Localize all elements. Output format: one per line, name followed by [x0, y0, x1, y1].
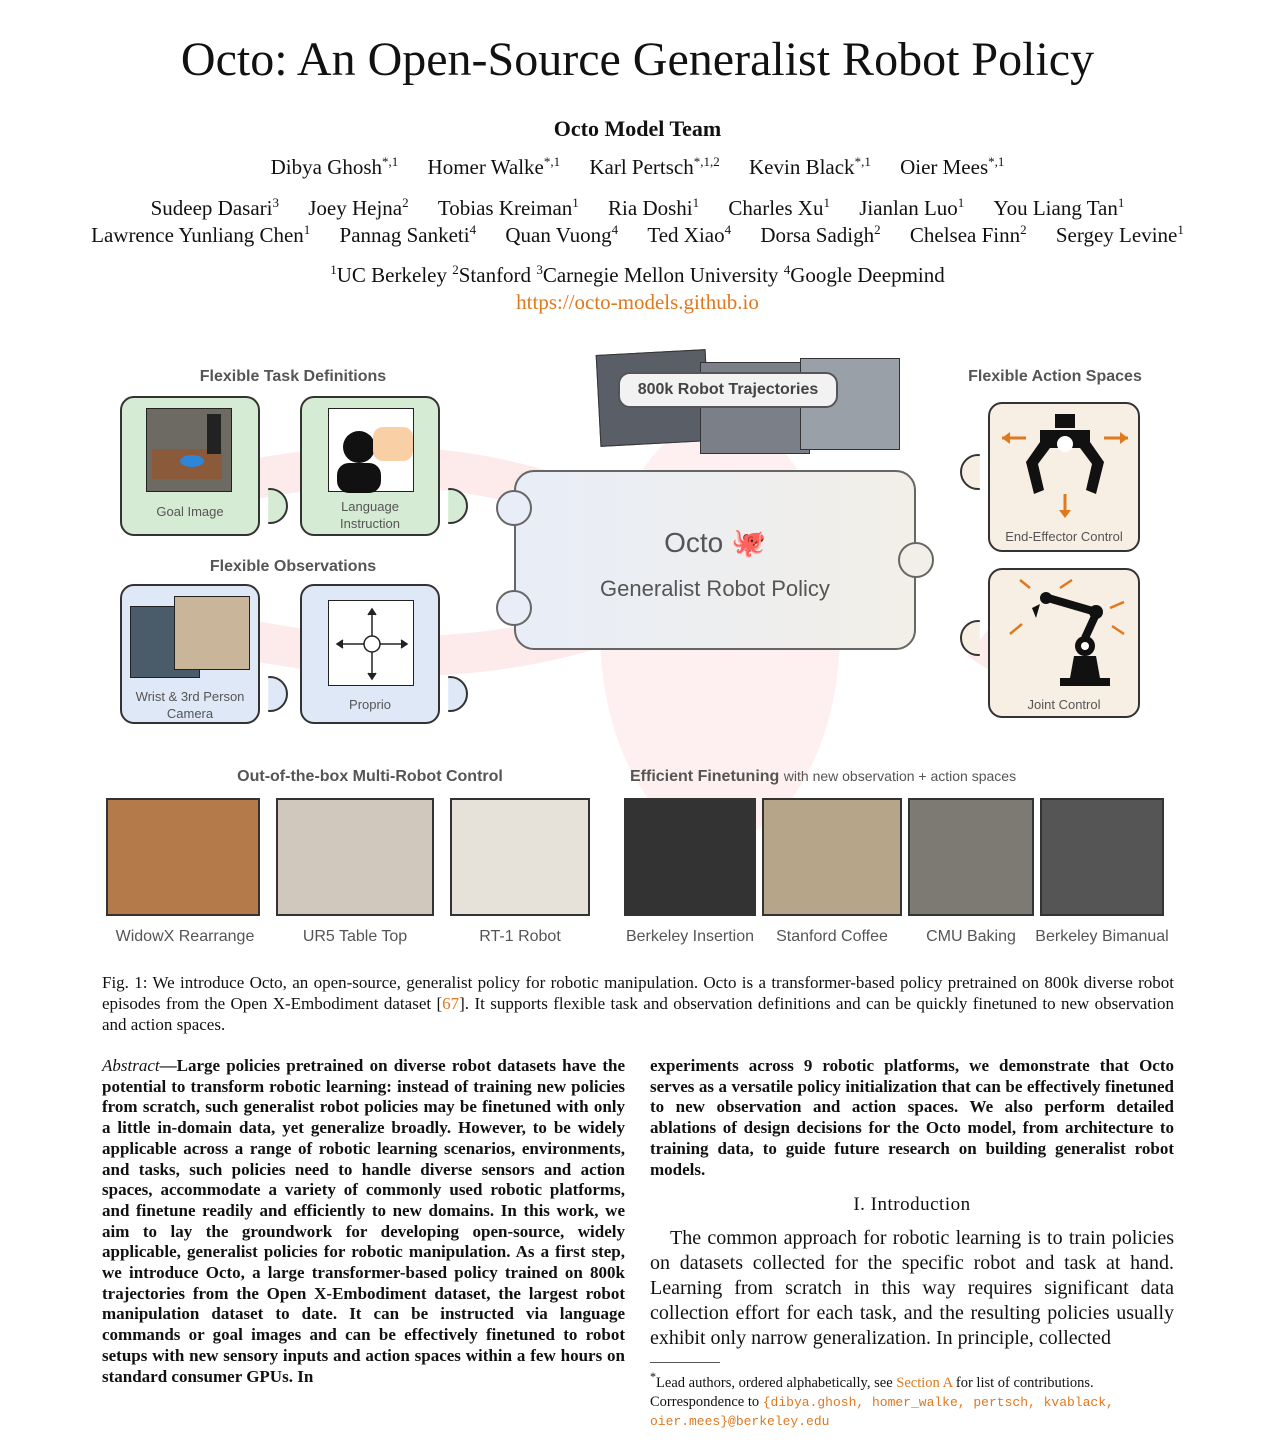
person-speaking-icon — [328, 408, 414, 492]
berkeley-insertion-photo — [624, 798, 756, 916]
author: Charles Xu$^1$ — [728, 195, 830, 220]
author: Homer Walke$^{*,1}$ — [427, 154, 561, 179]
puzzle-notch — [496, 490, 532, 526]
photo-caption: Berkeley Bimanual — [1035, 928, 1169, 945]
author-row-1 — [0, 154, 1275, 180]
octopus-icon: 🐙 — [731, 527, 766, 558]
observations-label: Flexible Observations — [209, 558, 377, 575]
photo-caption: UR5 Table Top — [302, 928, 408, 945]
project-url-link[interactable]: https://octo-models.github.io — [516, 290, 759, 314]
abstract-right: experiments across 9 robotic platforms, we demonstrate that Octo serves as a versatile policy initialization that can be effectively finetuned to new observation and action spaces. We also perform detailed ablations of design decisions for the Octo model, from architecture to training data, to guide future research on building generalist robot models. — [650, 1056, 1174, 1179]
end-effector-piece — [988, 402, 1140, 552]
author: Pannag Sanketi$^4$ — [339, 222, 477, 247]
section-link[interactable]: Section A — [896, 1374, 953, 1391]
photo-caption: Berkeley Insertion — [625, 928, 755, 945]
intro-paragraph: The common approach for robotic learning is to train policies on datasets collected for the specific robot and task at hand. Learning from scratch in this way requires significant data collection effort for each task, and the resulting policies usually exhibit only narrow generalization. In principle, collected — [650, 1227, 1174, 1349]
policy-subtitle: Generalist Robot Policy — [600, 576, 830, 601]
author-row-2 — [0, 195, 1275, 221]
abstract-label: Abstract — [102, 1056, 160, 1075]
gripper-icon — [1000, 412, 1130, 520]
multi-robot-label: Out-of-the-box Multi-Robot Control — [237, 768, 503, 785]
author: Jianlan Luo$^1$ — [859, 195, 965, 220]
author: Tobias Kreiman$^1$ — [437, 195, 579, 220]
author: Chelsea Finn$^2$ — [909, 222, 1027, 247]
photo-caption: RT-1 Robot — [479, 928, 561, 945]
cmu-baking-photo — [908, 798, 1034, 916]
author: Ria Doshi$^1$ — [608, 195, 700, 220]
footnote-rule — [650, 1362, 720, 1363]
author: Kevin Black$^{*,1}$ — [749, 154, 871, 179]
language-instruction-label: Language Instruction — [340, 499, 400, 531]
author: Ted Xiao$^4$ — [647, 222, 732, 247]
rt1-photo — [450, 798, 590, 916]
photo-caption: Stanford Coffee — [776, 928, 888, 945]
puzzle-notch — [960, 454, 996, 490]
photo-caption: CMU Baking — [926, 928, 1016, 945]
photo-caption: WidowX Rearrange — [115, 928, 255, 945]
goal-image-thumbnail — [146, 408, 232, 492]
proprio-label: Proprio — [349, 697, 391, 712]
author: You Liang Tan$^1$ — [993, 195, 1125, 220]
email-link[interactable]: {dibya.ghosh, homer_walke, pertsch, kvablack, oier.mees}@berkeley.edu — [650, 1394, 1114, 1429]
puzzle-notch — [960, 620, 996, 656]
footnote: *Lead authors, ordered alphabetically, see Section A for list of contributions. Correspondence to {dibya.ghosh, homer_walke, pertsch, kvablack, oier.mees}@berkeley.edu — [650, 1370, 1114, 1429]
author: Lawrence Yunliang Chen$^1$ — [91, 222, 311, 247]
affiliations: $^1$UC Berkeley $^2$Stanford $^3$Carnegie Mellon University $^4$Google Deepmind — [330, 262, 945, 287]
figure-1 — [100, 340, 1180, 960]
author: Dorsa Sadigh$^2$ — [760, 222, 881, 247]
author: Oier Mees$^{*,1}$ — [900, 154, 1005, 179]
abstract-left: Abstract—Large policies pretrained on diverse robot datasets have the potential to transform robotic learning: instead of training new policies from scratch, such generalist robot policies may be finetuned with only a little in-domain data, yet generalize broadly. However, to be widely applicable across a range of robotic learning scenarios, environments, and tasks, such policies need to handle diverse sensors and action spaces, accommodate a variety of commonly used robotic platforms, and finetune readily and efficiently to new domains. In this work, we aim to lay the groundwork for developing open-source, widely applicable, generalist policies for robotic manipulation. As a first step, we introduce Octo, a large transformer-based policy trained on 800k trajectories from the Open X-Embodiment dataset, the largest robot manipulation dataset to date. It can be instructed via language commands or goal images and can be effectively finetuned to robot setups with new sensory inputs and action spaces within a few hours on standard consumer GPUs. In — [102, 1056, 625, 1386]
ur5-photo — [276, 798, 434, 916]
citation-link[interactable]: 67 — [442, 994, 460, 1013]
goal-image-piece — [120, 396, 260, 536]
action-spaces-label: Flexible Action Spaces — [968, 368, 1142, 385]
team-name: Octo Model Team — [553, 116, 722, 141]
goal-image-label: Goal Image — [156, 504, 224, 519]
berkeley-bimanual-photo — [1040, 798, 1164, 916]
stanford-coffee-photo — [762, 798, 902, 916]
finetuning-label: Efficient Finetuning with new observation + action spaces — [630, 768, 1017, 785]
paper-title: Octo: An Open-Source Generalist Robot Policy — [180, 33, 1095, 86]
joint-control-piece — [988, 568, 1140, 718]
figure-caption: Fig. 1: We introduce Octo, an open-source, generalist policy for robotic manipulation. Octo is a transformer-based policy pretrained on 800k diverse robot episodes from the Open X-Embodiment dataset [67]. It supports flexible task and observation definitions and can be quickly finetuned to new observation and action spaces. — [102, 973, 1174, 1034]
wrist-camera-thumbnail — [174, 596, 250, 670]
author: Karl Pertsch$^{*,1,2}$ — [589, 154, 720, 179]
language-instruction-piece — [300, 396, 440, 536]
section-heading: I. Introduction — [853, 1194, 971, 1215]
proprio-piece — [300, 584, 440, 724]
octo-policy-piece — [514, 470, 916, 650]
joint-control-label: Joint Control — [1027, 697, 1101, 712]
author: Joey Hejna$^2$ — [308, 195, 409, 220]
proprio-arrows-icon — [328, 600, 414, 686]
widowx-photo — [106, 798, 260, 916]
trajectories-badge: 800k Robot Trajectories — [618, 372, 838, 408]
end-effector-label: End-Effector Control — [1005, 529, 1123, 544]
author: Sudeep Dasari$^3$ — [150, 195, 279, 220]
task-definitions-label: Flexible Task Definitions — [199, 368, 387, 385]
author-row-3 — [0, 222, 1275, 248]
author: Sergey Levine$^1$ — [1055, 222, 1184, 247]
camera-label: Wrist & 3rd Person Camera — [135, 689, 245, 721]
camera-piece — [120, 584, 260, 724]
author: Quan Vuong$^4$ — [505, 222, 619, 247]
author: Dibya Ghosh$^{*,1}$ — [270, 154, 399, 179]
octo-title: Octo 🐙 — [664, 527, 766, 558]
robot-arm-icon — [1000, 578, 1130, 690]
